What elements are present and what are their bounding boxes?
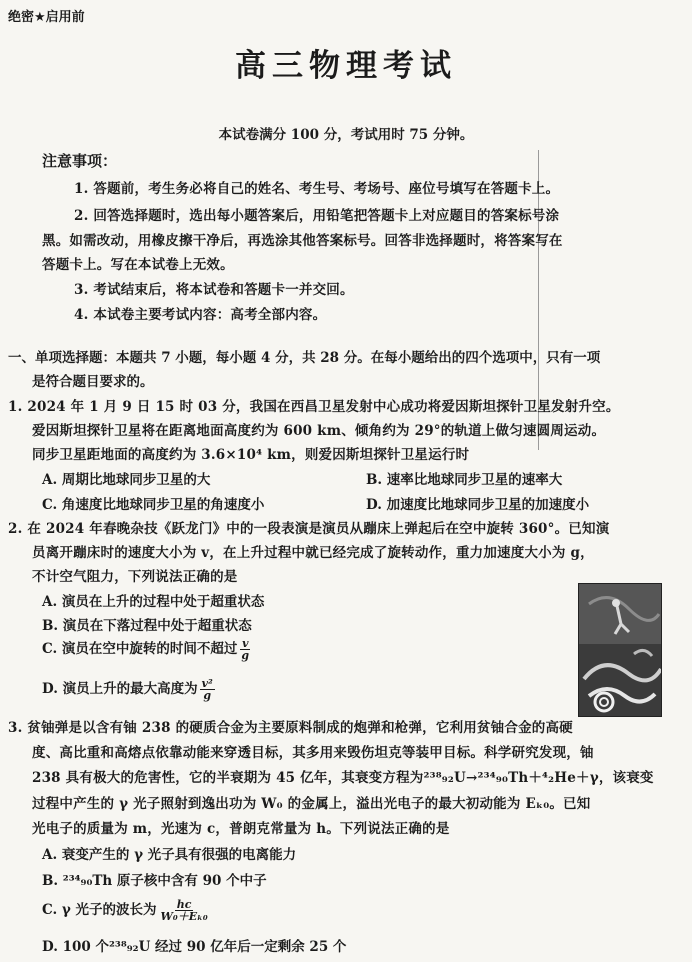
notice-line: 4. 本试卷主要考试内容：高考全部内容。 xyxy=(74,307,327,323)
section-heading-cont: 是符合题目要求的。 xyxy=(32,374,154,390)
secret-label: 绝密★启用前 xyxy=(8,10,85,25)
notice-heading: 注意事项： xyxy=(42,152,118,170)
q1-stem: 同步卫星距地面的高度约为 3.6×10⁴ km，则爱因斯坦探针卫星运行时 xyxy=(32,447,470,463)
q1-stem: 爱因斯坦探针卫星将在距离地面高度约为 600 km、倾角约为 29°的轨道上做匀速圆周运动。 xyxy=(32,423,606,439)
notice-line: 答题卡上。写在本试卷上无效。 xyxy=(42,257,234,273)
q1-option-c: C. 角速度比地球同步卫星的角速度小 xyxy=(42,497,265,513)
fraction: $\frac{\text{v²}}{g}$ xyxy=(201,677,213,702)
q1-option-d: D. 加速度比地球同步卫星的加速度小 xyxy=(366,497,590,513)
fraction: $\frac{v}{g}$ xyxy=(241,637,250,662)
q3-stem: 3. 贫铀弹是以含有铀 238 的硬质合金为主要原料制成的炮弹和枪弹，它利用贫铀合金的高硬 xyxy=(8,720,573,736)
q3-stem: 光电子的质量为 m，光速为 c，普朗克常量为 h。下列说法正确的是 xyxy=(32,821,450,837)
q2-option-b: B. 演员在下落过程中处于超重状态 xyxy=(42,618,252,634)
q3-stem: 过程中产生的 γ 光子照射到逸出功为 W₀ 的金属上，溢出光电子的最大初动能为 Eₖ₀。已知 xyxy=(32,796,591,812)
notice-line: 2. 回答选择题时，选出每小题答案后，用铅笔把答题卡上对应题目的答案标号涂 xyxy=(74,208,560,224)
q2-stem: 2. 在 2024 年春晚杂技《跃龙门》中的一段表演是演员从蹦床上弹起后在空中旋转 360°。已知演 xyxy=(8,521,610,537)
q2-option-c: C. 演员在空中旋转的时间不超过 $\frac{v}{g}$ xyxy=(42,637,250,662)
q2-stem: 员离开蹦床时的速度大小为 v，在上升过程中就已经完成了旋转动作，重力加速度大小为 g， xyxy=(32,545,594,561)
notice-line: 黑。如需改动，用橡皮擦干净后，再选涂其他答案标号。回答非选择题时，将答案写在 xyxy=(42,233,563,249)
acrobat-photo xyxy=(578,583,662,717)
q3-option-a: A. 衰变产生的 γ 光子具有很强的电离能力 xyxy=(42,847,297,863)
page-title: 高三物理考试 xyxy=(235,48,457,84)
q3-option-b: B. ²³⁴₉₀Th 原子核中含有 90 个中子 xyxy=(42,873,267,889)
q3-stem: 238 具有极大的危害性，它的半衰期为 45 亿年，其衰变方程为²³⁸₉₂U→²³⁴₉₀Th＋⁴₂He＋γ，该衰变 xyxy=(32,770,654,786)
q1-option-b: B. 速率比地球同步卫星的速率大 xyxy=(366,472,563,488)
q1-option-a: A. 周期比地球同步卫星的大 xyxy=(42,472,211,488)
fraction: $\frac{hc}{\text{W₀＋Eₖ₀}}$ xyxy=(160,898,208,923)
q3-option-c: C. γ 光子的波长为 $\frac{hc}{\text{W₀＋Eₖ₀}}$ xyxy=(42,898,208,923)
q3-stem: 度、高比重和高熔点依靠动能来穿透目标，其多用来毁伤坦克等装甲目标。科学研究发现，铀 xyxy=(32,745,594,761)
notice-line: 3. 考试结束后，将本试卷和答题卡一并交回。 xyxy=(74,282,354,298)
q2-stem: 不计空气阻力，下列说法正确的是 xyxy=(32,569,238,585)
q2-option-d: D. 演员上升的最大高度为 $\frac{\text{v²}}{g}$ xyxy=(42,677,213,702)
section-heading: 一、单项选择题：本题共 7 小题，每小题 4 分，共 28 分。在每小题给出的四个选项中，只有一项 xyxy=(8,350,601,366)
score-line: 本试卷满分 100 分，考试用时 75 分钟。 xyxy=(218,127,474,143)
q3-option-d: D. 100 个²³⁸₉₂U 经过 90 亿年后一定剩余 25 个 xyxy=(42,939,347,955)
q2-option-a: A. 演员在上升的过程中处于超重状态 xyxy=(42,594,265,610)
q1-stem: 1. 2024 年 1 月 9 日 15 时 03 分，我国在西昌卫星发射中心成功将爱因斯坦探针卫星发射升空。 xyxy=(8,399,620,415)
notice-line: 1. 答题前，考生务必将自己的姓名、考生号、考场号、座位号填写在答题卡上。 xyxy=(74,181,560,197)
